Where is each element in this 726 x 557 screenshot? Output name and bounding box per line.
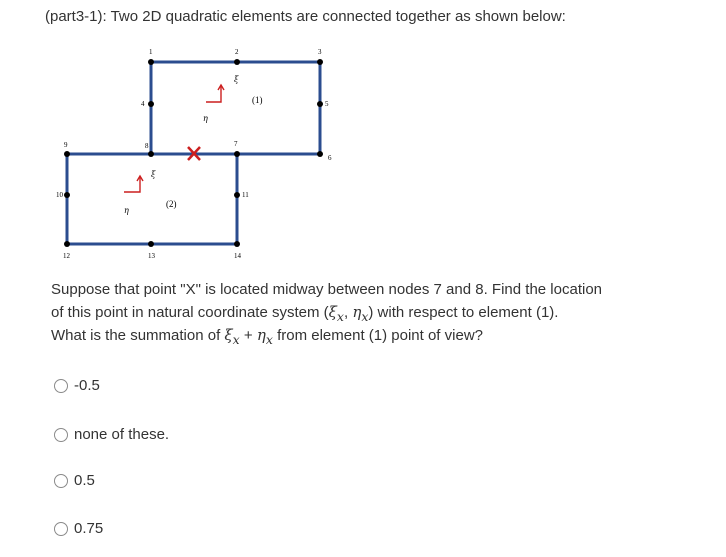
element-2-outline — [67, 154, 237, 244]
node-label-12: 12 — [63, 252, 70, 260]
question-line-2: of this point in natural coordinate system ($\xi_x$, $\eta_x$) with respect to element (1). — [51, 303, 559, 324]
answer-option-4[interactable] — [54, 520, 103, 537]
element-label-1: (1) — [252, 95, 263, 105]
radio-button[interactable] — [54, 379, 68, 393]
question-line-3: What is the summation of $\xi_x + \eta_x$ from element (1) point of view? — [51, 326, 483, 347]
option-label: 0.5 — [74, 472, 95, 489]
eta-label-2: η — [124, 206, 129, 215]
node-label-9: 9 — [64, 141, 68, 149]
answer-option-1[interactable] — [54, 377, 100, 394]
node-7 — [234, 151, 240, 157]
node-label-8: 8 — [145, 142, 149, 150]
radio-button[interactable] — [54, 522, 68, 536]
local-axes-2 — [124, 176, 143, 192]
node-9 — [64, 151, 70, 157]
node-label-7: 7 — [234, 140, 238, 148]
node-label-11: 11 — [242, 191, 249, 199]
node-label-14: 14 — [234, 252, 241, 260]
option-label: 0.75 — [74, 520, 104, 537]
question-line-1: Suppose that point "X" is located midway between nodes 7 and 8. Find the location — [51, 281, 603, 298]
node-6 — [317, 151, 323, 157]
question-title: (part3-1): Two 2D quadratic elements are connected together as shown below: — [45, 8, 566, 25]
node-label-5: 5 — [325, 100, 329, 108]
radio-button[interactable] — [54, 428, 68, 442]
node-11 — [234, 192, 240, 198]
node-label-4: 4 — [141, 100, 145, 108]
eta-label-1: η — [203, 114, 208, 123]
node-8 — [148, 151, 154, 157]
node-label-6: 6 — [328, 154, 332, 162]
xi-label-2: ξ — [151, 170, 156, 179]
node-10 — [64, 192, 70, 198]
answer-option-3[interactable] — [54, 472, 95, 489]
node-5 — [317, 101, 323, 107]
answer-option-2[interactable] — [54, 426, 169, 443]
node-label-1: 1 — [149, 48, 153, 56]
option-label: -0.5 — [74, 377, 100, 394]
node-label-3: 3 — [318, 48, 322, 56]
node-14 — [234, 241, 240, 247]
node-label-13: 13 — [148, 252, 155, 260]
option-label: none of these. — [74, 426, 170, 443]
node-2 — [234, 59, 240, 65]
node-3 — [317, 59, 323, 65]
element-2-edges — [67, 154, 237, 244]
node-label-2: 2 — [235, 48, 239, 56]
radio-button[interactable] — [54, 474, 68, 488]
local-axes-1 — [206, 85, 224, 102]
node-label-10: 10 — [56, 191, 63, 199]
xi-label-1: ξ — [234, 75, 239, 84]
node-13 — [148, 241, 154, 247]
node-4 — [148, 101, 154, 107]
element-label-2: (2) — [166, 199, 177, 209]
node-12 — [64, 241, 70, 247]
node-1 — [148, 59, 154, 65]
